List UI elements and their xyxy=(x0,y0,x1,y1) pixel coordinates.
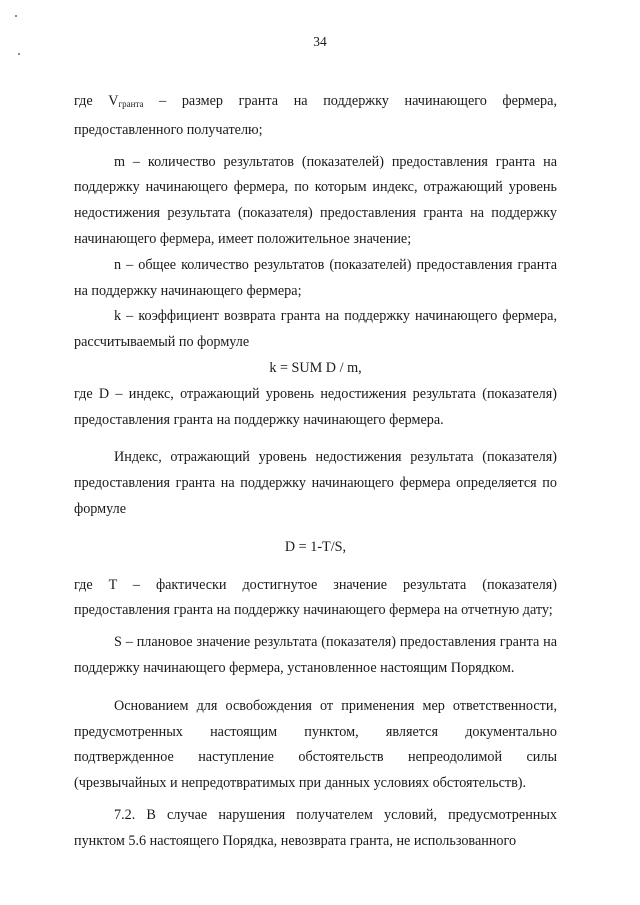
formula-d: D = 1-T/S, xyxy=(284,538,347,555)
paragraph-index-formula: Индекс, отражающий уровень недостижения результата (показателя) предоставления гранта на поддержку начинающего фермера определяется по формуле xyxy=(74,449,557,517)
paragraph-m-definition: m – количество результатов (показателей) предоставления гранта на поддержку начинающего фермера, по которым индекс, отражающий уровень недостижения результата (показателя) предоставления гранта на поддержку начинающего фермера, имеет положительное значение; xyxy=(74,153,557,247)
paragraph-k-definition: k – коэффициент возврата гранта на поддержку начинающего фермера, рассчитываемый по формуле xyxy=(74,308,557,351)
paragraph-d-definition: где D – индекс, отражающий уровень недостижения результата (показателя) предоставления гранта на поддержку начинающего фермера. xyxy=(74,385,557,428)
body-text xyxy=(74,89,557,855)
scan-speck xyxy=(18,53,20,55)
paragraph-force-majeure: Основанием для освобождения от применения мер ответственности, предусмотренных настоящим пунктом, является документально подтвержденное наступление обстоятельств непреодолимой силы (чрезвычайных и непредотвратимых при данных условиях обстоятельств). xyxy=(74,697,557,792)
paragraph-s-definition: S – плановое значение результата (показателя) предоставления гранта на поддержку начинающего фермера, установленное настоящим Порядком. xyxy=(74,634,557,676)
paragraph-n-definition: n – общее количество результатов (показателей) предоставления гранта на поддержку начинающего фермера; xyxy=(74,256,557,299)
v-grant-lead: где V xyxy=(74,93,119,109)
paragraph-7-2: 7.2. В случае нарушения получателем условий, предусмотренных пунктом 5.6 настоящего Порядка, невозврата гранта, не использованного xyxy=(74,806,557,849)
formula-k: k = SUM D / m, xyxy=(269,359,362,376)
page-number: 34 xyxy=(313,34,327,49)
v-grant-definition: – размер гранта на поддержку начинающего фермера, предоставленного получателю; xyxy=(74,93,557,138)
paragraph-v-grant xyxy=(74,89,557,144)
v-grant-subscript: гранта xyxy=(118,99,144,109)
scan-speck xyxy=(15,15,17,17)
paragraph-t-definition: где T – фактически достигнутое значение результата (показателя) предоставления гранта на поддержку начинающего фермера на отчетную дату; xyxy=(74,576,557,619)
